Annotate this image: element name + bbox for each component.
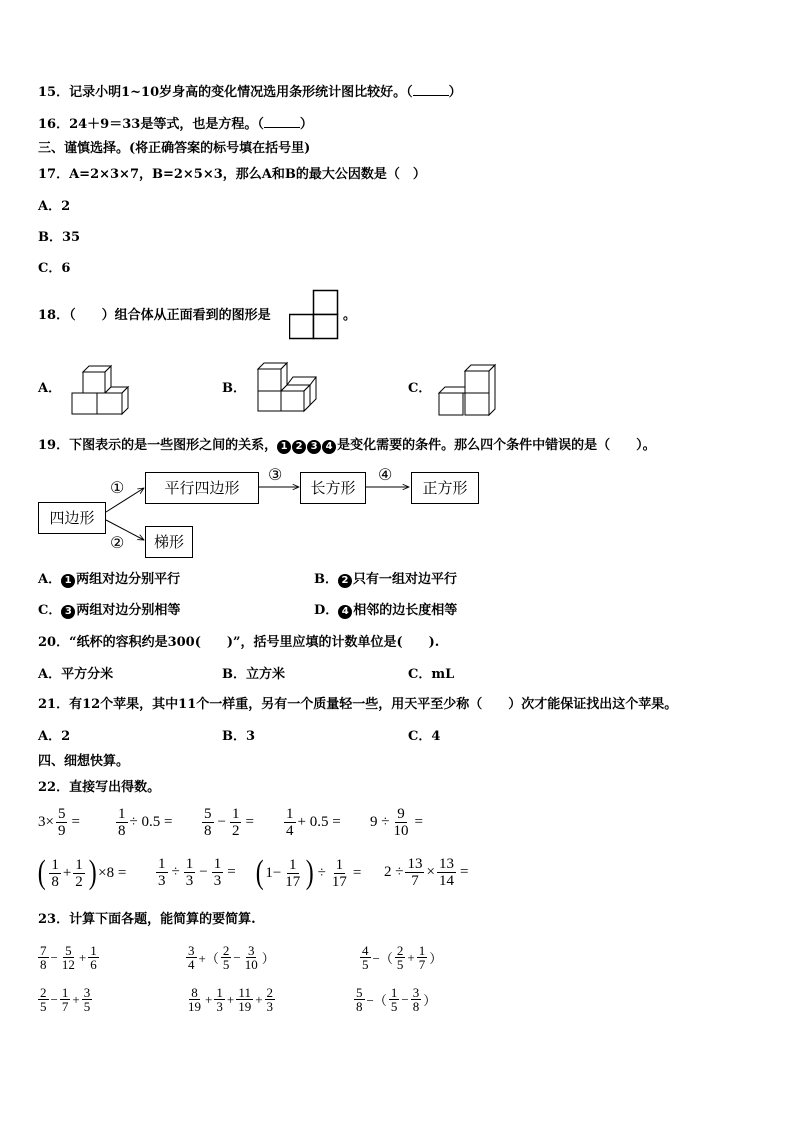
option-letter: B． xyxy=(314,572,338,587)
q21-option-a[interactable]: A．2 xyxy=(38,729,71,744)
question-21: 21．有12个苹果，其中11个一样重，另有一个质量轻一些，用天平至少称（ ）次才能保证找出这个苹果。 xyxy=(38,697,678,712)
q18-option-c[interactable]: C． xyxy=(408,381,432,396)
option-text: 相邻的边长度相等 xyxy=(353,603,458,618)
expr-22-8: ( 1− $\frac{1}{17}$ ) ÷ $\frac{1}{17}$ = xyxy=(255,854,362,891)
question-15 xyxy=(38,83,462,101)
condition-1-icon: 1 xyxy=(61,574,75,588)
option-letter: C． xyxy=(38,603,62,618)
q18-option-a[interactable]: A． xyxy=(38,381,62,396)
expr-22-4: $\frac{1}{4}$ + 0.5 = xyxy=(286,806,341,839)
q17-option-b[interactable]: B．35 xyxy=(38,230,81,245)
condition-3-icon: 3 xyxy=(307,440,321,454)
q18-option-b[interactable]: B． xyxy=(222,381,246,396)
condition-3-label: ③ xyxy=(268,465,283,484)
expr-22-1: 3× $\frac{5}{9}$ = xyxy=(38,806,80,839)
question-19-end: 是变化需要的条件。那么四个条件中错误的是（ ）。 xyxy=(337,438,656,453)
expr-23-4: $\frac{2}{5}$ − $\frac{1}{7}$ + $\frac{3}{5}$ xyxy=(40,985,91,1014)
q20-option-a[interactable]: A．平方分米 xyxy=(38,667,114,682)
expr-23-5: $\frac{8}{19}$ + $\frac{1}{3}$ + $\frac{11}{19}$ + $\frac{2}{3}$ xyxy=(188,985,274,1014)
question-18-text: 18．（ ）组合体从正面看到的图形是 xyxy=(38,308,271,323)
question-19-text: 19．下图表示的是一些图形之间的关系， xyxy=(38,438,278,453)
condition-2-icon: 2 xyxy=(292,440,306,454)
question-23: 23．计算下面各题，能简算的要简算. xyxy=(38,912,256,927)
expr-23-1: $\frac{7}{8}$ − $\frac{5}{12}$ + $\frac{1}{6}$ xyxy=(40,943,97,972)
section-4-heading: 四、细想快算。 xyxy=(38,754,130,769)
section-3-heading: 三、谨慎选择。(将正确答案的标号填在括号里) xyxy=(38,141,311,156)
box-trapezoid: 梯形 xyxy=(145,526,193,558)
condition-4-icon: 4 xyxy=(338,605,352,619)
condition-4-icon: 4 xyxy=(322,440,336,454)
q19-option-a[interactable] xyxy=(38,572,180,588)
option-letter: D． xyxy=(314,603,339,618)
expr-23-2: $\frac{3}{4}$ +（ $\frac{2}{5}$ − $\frac{3}{10}$ ） xyxy=(188,943,275,972)
question-16 xyxy=(38,115,313,133)
condition-4-label: ④ xyxy=(378,465,393,484)
q19-option-c[interactable] xyxy=(38,603,180,619)
box-square: 正方形 xyxy=(411,472,479,504)
answer-blank[interactable] xyxy=(264,115,300,128)
question-20: 20．“纸杯的容积约是300( )”，括号里应填的计数单位是( ). xyxy=(38,635,440,650)
question-17: 17．A=2×3×7，B=2×5×3，那么A和B的最大公因数是（ ） xyxy=(38,167,426,182)
expr-23-3: $\frac{4}{5}$ −（ $\frac{2}{5}$ + $\frac{1}{7}$ ） xyxy=(362,943,443,972)
q21-option-b[interactable]: B．3 xyxy=(222,729,256,744)
expr-22-2: $\frac{1}{8}$ ÷ 0.5 = xyxy=(118,806,173,839)
q17-option-c[interactable]: C．6 xyxy=(38,261,71,276)
question-16-end: ） xyxy=(299,117,313,132)
cube-figure-a xyxy=(70,362,130,416)
box-quadrilateral: 四边形 xyxy=(38,502,106,534)
q21-option-c[interactable]: C．4 xyxy=(408,729,441,744)
condition-1-icon: 1 xyxy=(277,440,291,454)
expr-22-7: $\frac{1}{3}$ ÷ $\frac{1}{3}$ − $\frac{1}{3}$ = xyxy=(158,856,236,889)
option-text: 只有一组对边平行 xyxy=(353,572,458,587)
condition-1-label: ① xyxy=(110,478,125,497)
question-19 xyxy=(38,438,656,454)
option-text: 两组对边分别相等 xyxy=(76,603,181,618)
q19-option-d[interactable] xyxy=(314,603,457,619)
cube-figure-c xyxy=(437,363,499,417)
q17-option-a[interactable]: A．2 xyxy=(38,199,71,214)
question-15-end: ） xyxy=(448,85,462,100)
expr-23-6: $\frac{5}{8}$ −（ $\frac{1}{5}$ − $\frac{3}{8}$ ） xyxy=(356,985,437,1014)
q20-option-c[interactable]: C．mL xyxy=(408,667,455,682)
cube-figure-b xyxy=(256,361,320,413)
q19-option-b[interactable] xyxy=(314,572,457,588)
option-letter: A． xyxy=(38,572,62,587)
question-15-text: 15．记录小明1~10岁身高的变化情况选用条形统计图比较好。（ xyxy=(38,85,413,100)
condition-2-label: ② xyxy=(110,533,125,552)
answer-blank[interactable] xyxy=(413,83,449,96)
condition-2-icon: 2 xyxy=(338,574,352,588)
front-view-figure xyxy=(289,289,341,341)
option-text: 两组对边分别平行 xyxy=(76,572,181,587)
expr-22-5: 9 ÷ $\frac{9}{10}$ = xyxy=(370,806,423,839)
expr-22-6: ( $\frac{1}{8}$ + $\frac{1}{2}$ ) ×8 = xyxy=(37,854,127,891)
question-18-end: 。 xyxy=(343,308,357,323)
box-parallelogram: 平行四边形 xyxy=(145,472,259,504)
condition-3-icon: 3 xyxy=(61,605,75,619)
question-22: 22．直接写出得数。 xyxy=(38,780,161,795)
q20-option-b[interactable]: B．立方米 xyxy=(222,667,285,682)
expr-22-9: 2 ÷ $\frac{13}{7}$ × $\frac{13}{14}$ = xyxy=(384,856,469,889)
box-rectangle: 长方形 xyxy=(300,472,366,504)
question-16-text: 16．24＋9＝33是等式，也是方程。（ xyxy=(38,117,264,132)
question-18 xyxy=(38,308,271,324)
expr-22-3: $\frac{5}{8}$ − $\frac{1}{2}$ = xyxy=(204,806,254,839)
